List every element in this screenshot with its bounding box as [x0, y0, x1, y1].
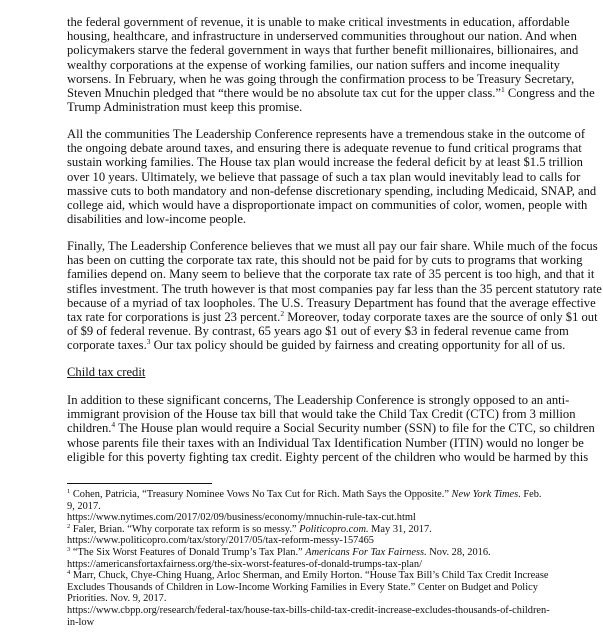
text-segment: Moreover, today corporate taxes are the source of only $1 out [284, 309, 598, 324]
text-segment: stifles investment. The truth however is that most companies pay far less than the 35 percent statutory rate [67, 281, 602, 296]
footnote-line [67, 524, 550, 536]
publication-title: Americans For Tax Fairness. [305, 546, 427, 558]
text-segment: over 10 years. Ultimately, we believe that passage of such a tax plan would inevitably lead to calls for [67, 169, 581, 184]
text-line [67, 29, 595, 43]
text-segment: The House plan would require a Social Security number (SSN) to file for the CTC, so children [115, 421, 595, 436]
text-line [67, 72, 595, 86]
text-line [67, 100, 595, 114]
footnote-line [67, 547, 550, 559]
text-segment: May 31, 2017. [368, 523, 432, 535]
text-segment: Finally, The Leadership Conference believes that we must all pay our fair share. While much of the focus [67, 239, 598, 253]
footnote-line [67, 489, 550, 501]
text-line [67, 127, 596, 141]
text-segment: Our tax policy should be guided by fairness and creating opportunity for all of us. [150, 338, 566, 353]
text-segment: Faler, Brian. “Why corporate tax reform is so messy.” [70, 523, 300, 535]
text-segment: sustain working families. The House tax plan would increase the federal deficit by at least $1.5 trillion [67, 155, 583, 170]
text-line [67, 407, 595, 421]
text-segment: Marr, Chuck, Chye-Ching Huang, Arloc Sherman, and Emily Horton. “House Tax Bill’s Child Tax Credit Increase [70, 570, 549, 582]
text-segment: https://americansfortaxfairness.org/the-six-worst-features-of-donald-trumps-tax-plan/ [67, 558, 422, 570]
text-segment: Priorities. Nov. 9, 2017. [67, 593, 167, 605]
text-segment: Congress and the [504, 85, 595, 100]
footnote-marker: 1 [501, 84, 505, 94]
text-segment: In addition to these significant concerns, The Leadership Conference is strongly opposed to an anti- [67, 393, 570, 407]
text-segment: wealthy corporations at the expense of working families, our nation suffers and income inequality [67, 57, 560, 72]
text-segment: Excludes Thousands of Children in Low-Income Working Families in Every State.” Center on Budget and Policy [67, 581, 538, 593]
text-line [67, 198, 596, 212]
text-segment: of $9 of federal revenue. By contrast, 65 years ago $1 out of every $3 in federal revenue came from [67, 324, 569, 339]
text-segment: has been on cutting the corporate tax rate, this should not be paid for by cuts to programs that working [67, 253, 583, 268]
footnote-line [67, 582, 550, 594]
text-segment: . Feb. [518, 489, 542, 500]
footnote-line [67, 605, 550, 617]
footnote-marker: 2 [67, 522, 71, 530]
text-segment: the ongoing debate around taxes, and ensuring there is adequate revenue to fund critical programs that [67, 141, 582, 156]
text-line [67, 450, 595, 464]
text-line [67, 43, 595, 57]
text-segment: children. [67, 421, 112, 436]
text-line [67, 436, 595, 450]
text-segment: Steven Mnuchin pledged that “there would be no absolute tax cut for the upper class.” [67, 85, 502, 100]
text-line [67, 239, 602, 253]
text-line [67, 393, 595, 407]
text-segment: corporate taxes. [67, 338, 147, 353]
text-line [67, 324, 602, 338]
text-segment: worsens. In February, when he was going through the confirmation process to be Treasury Secretary, [67, 71, 575, 86]
text-line [67, 58, 595, 72]
text-segment: families depend on. Many seem to believe that the corporate tax rate of 35 percent is too high, and that it [67, 267, 595, 282]
footnote-line [67, 501, 550, 513]
text-segment: https://www.nytimes.com/2017/02/09/business/economy/mnuchin-rule-tax-cut.html [67, 512, 416, 524]
text-segment: the federal government of revenue, it is unable to make critical investments in education, affordable [67, 15, 570, 29]
text-line [67, 338, 602, 352]
text-line [67, 141, 596, 155]
text-segment: because of a myriad of tax loopholes. The U.S. Treasury Department has found that the average effective [67, 295, 596, 310]
section-heading-child-tax-credit: Child tax credit [67, 365, 146, 379]
footnote-marker: 4 [67, 569, 71, 577]
text-line [67, 296, 602, 310]
text-line [67, 155, 596, 169]
footnote-line [67, 593, 550, 605]
text-line [67, 282, 602, 296]
text-line [67, 86, 595, 100]
text-segment: massive cuts to both mandatory and non-defense discretionary spending, including Medicaid, SNAP, and [67, 183, 597, 198]
text-segment: housing, healthcare, and infrastructure in underserved communities throughout our nation. And when [67, 29, 577, 44]
text-line [67, 170, 596, 184]
text-segment: whose parents file their taxes with an Individual Tax Identification Number (ITIN) would no longer be [67, 435, 584, 450]
text-line [67, 15, 595, 29]
text-segment: Trump Administration must keep this promise. [67, 100, 303, 115]
publication-title: New York Times [451, 489, 519, 500]
text-segment: All the communities The Leadership Conference represents have a tremendous stake in the outcome of [67, 127, 586, 141]
footnote-marker: 2 [280, 308, 285, 318]
text-segment: tax rate for corporations is just 23 percent. [67, 309, 281, 324]
text-segment: eligible for this poverty fighting tax credit. Eighty percent of the children who would be harmed by this [67, 449, 589, 464]
footnote-line [67, 535, 550, 547]
text-segment: policymakers starve the federal government in ways that further benefit millionaires, billionaires, and [67, 43, 579, 58]
paragraph-fair-share [67, 239, 602, 353]
text-line [67, 184, 596, 198]
text-line [67, 253, 602, 267]
footnotes [67, 489, 550, 628]
text-segment: 9, 2017. [67, 500, 101, 512]
text-segment: immigrant provision of the House tax bill that would take the Child Tax Credit (CTC) from 3 million [67, 407, 576, 422]
text-line [67, 310, 602, 324]
publication-title: Politicopro.com. [299, 523, 369, 535]
footnote-marker: 3 [146, 337, 151, 347]
text-line [67, 212, 596, 226]
text-segment: in-low [67, 616, 95, 628]
footnote-marker: 4 [111, 420, 116, 430]
text-segment: “The Six Worst Features of Donald Trump’s Tax Plan.” [70, 546, 306, 558]
text-segment: Nov. 28, 2016. [426, 546, 491, 558]
text-segment: https://www.cbpp.org/research/federal-tax/house-tax-bills-child-tax-credit-increase-excludes-thousands-of-children- [67, 604, 550, 616]
footnote-line [67, 570, 550, 582]
paragraph-child-tax-credit [67, 393, 595, 464]
footnote-marker: 1 [67, 488, 71, 495]
text-segment: disabilities and low-income people. [67, 212, 247, 227]
paragraph-revenue [67, 15, 595, 114]
text-segment: college aid, which would have a disproportionate impact on communities of color, women, people with [67, 197, 588, 212]
text-line [67, 267, 602, 281]
text-segment: https://www.politicopro.com/tax/story/2017/05/tax-reform-messy-157465 [67, 535, 374, 547]
footnote-line [67, 617, 550, 629]
footnote-divider [67, 483, 212, 484]
text-line [67, 421, 595, 435]
text-segment: Cohen, Patricia, “Treasury Nominee Vows No Tax Cut for Rich. Math Says the Opposite.” [70, 489, 452, 500]
footnote-line [67, 512, 550, 524]
footnote-marker: 3 [67, 545, 71, 553]
footnote-line [67, 559, 550, 571]
paragraph-communities-stake [67, 127, 596, 226]
